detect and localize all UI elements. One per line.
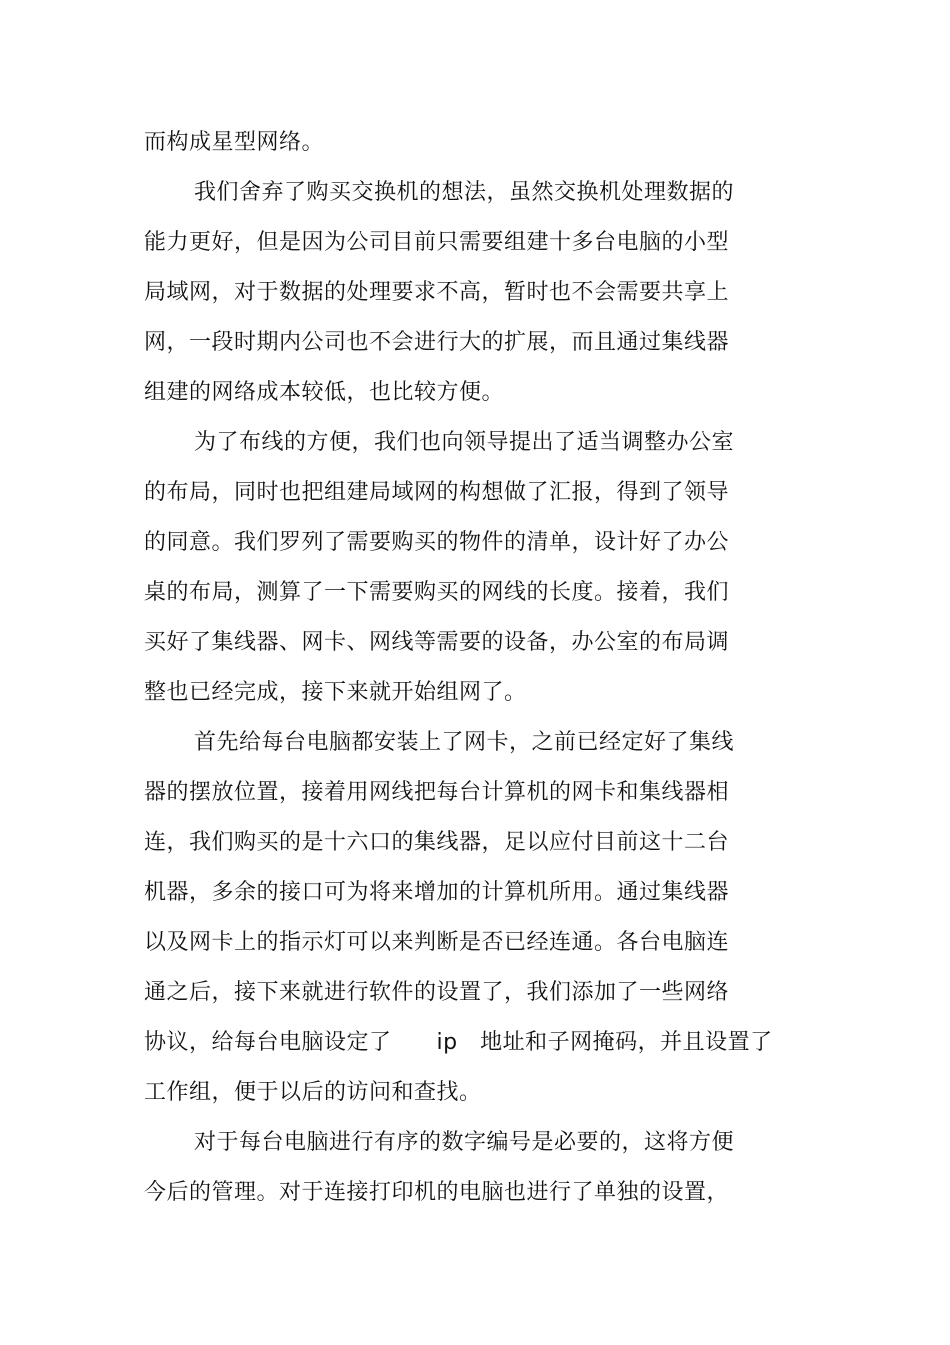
text-line: 连，我们购买的是十六口的集线器，足以应付目前这十二台	[144, 830, 730, 855]
text-line: 我们舍弃了购买交换机的想法，虽然交换机处理数据的	[194, 180, 735, 205]
text-line: 工作组，便于以后的访问和查找。	[144, 1080, 482, 1105]
text-line: 买好了集线器、网卡、网线等需要的设备，办公室的布局调	[144, 630, 730, 655]
text-line: 的布局，同时也把组建局域网的构想做了汇报，得到了领导	[144, 480, 730, 505]
text-line: 而构成星型网络。	[144, 130, 325, 155]
text-line: 局域网，对于数据的处理要求不高，暂时也不会需要共享上	[144, 280, 730, 305]
text-line: 为了布线的方便，我们也向领导提出了适当调整办公室	[194, 430, 735, 455]
text-line: 通之后，接下来就进行软件的设置了，我们添加了一些网络	[144, 980, 730, 1005]
body-text	[144, 118, 784, 1218]
text-line: 以及网卡上的指示灯可以来判断是否已经连通。各台电脑连	[144, 930, 730, 955]
text-line: 桌的布局，测算了一下需要购买的网线的长度。接着，我们	[144, 580, 730, 605]
text-line: 首先给每台电脑都安装上了网卡，之前已经定好了集线	[194, 730, 735, 755]
text-line: 今后的管理。对于连接打印机的电脑也进行了单独的设置，	[144, 1180, 730, 1205]
text-line: 整也已经完成，接下来就开始组网了。	[144, 680, 527, 705]
text-line: 的同意。我们罗列了需要购买的物件的清单，设计好了办公	[144, 530, 730, 555]
text-line: 能力更好，但是因为公司目前只需要组建十多台电脑的小型	[144, 230, 730, 255]
text-line: 组建的网络成本较低，也比较方便。	[144, 380, 505, 405]
text-line: 机器，多余的接口可为将来增加的计算机所用。通过集线器	[144, 880, 730, 905]
text-line: 对于每台电脑进行有序的数字编号是必要的，这将方便	[194, 1130, 735, 1155]
text-line: 网，一段时期内公司也不会进行大的扩展，而且通过集线器	[144, 330, 730, 355]
text-line: 协议，给每台电脑设定了 ip 地址和子网掩码，并且设置了	[144, 1030, 773, 1055]
text-line: 器的摆放位置，接着用网线把每台计算机的网卡和集线器相	[144, 780, 730, 805]
